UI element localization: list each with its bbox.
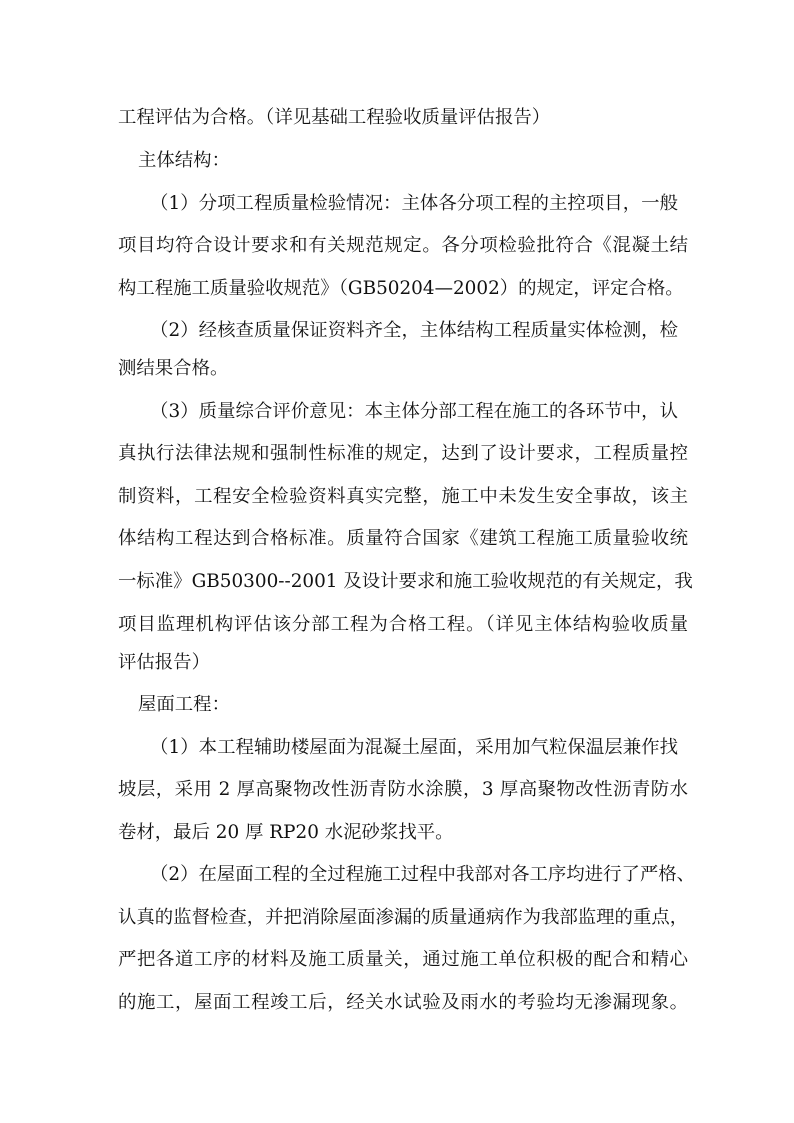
body-text-line: （1）分项工程质量检验情况：主体各分项工程的主控项目，一般 xyxy=(150,193,678,214)
body-text-line: （3）质量综合评价意见：本主体分部工程在施工的各环节中，认 xyxy=(150,401,678,422)
body-text-line: 严把各道工序的材料及施工质量关，通过施工单位积极的配合和精心 xyxy=(118,949,688,970)
body-text-line: 真执行法律法规和强制性标准的规定，达到了设计要求，工程质量控 xyxy=(118,443,688,464)
body-text-line: 测结果合格。 xyxy=(118,358,229,379)
body-text-line: 项目监理机构评估该分部工程为合格工程。（详见主体结构验收质量 xyxy=(118,614,688,635)
body-text-line: 卷材，最后 20 厚 RP20 水泥砂浆找平。 xyxy=(118,822,454,843)
body-text-line: （2）在屋面工程的全过程施工过程中我部对各工序均进行了严格、 xyxy=(150,864,696,885)
body-text-line: 制资料，工程安全检验资料真实完整，施工中未发生安全事故，该主 xyxy=(118,486,688,507)
body-text-line: 的施工，屋面工程竣工后，经关水试验及雨水的考验均无渗漏现象。 xyxy=(118,992,688,1013)
body-text-line: 体结构工程达到合格标准。质量符合国家《建筑工程施工质量验收统 xyxy=(118,528,688,549)
body-text-line: 工程评估为合格。（详见基础工程验收质量评估报告） xyxy=(118,107,551,128)
body-text-line: 一标准》GB50300--2001 及设计要求和施工验收规范的有关规定，我 xyxy=(118,571,693,592)
body-text-line: （2）经核查质量保证资料齐全，主体结构工程质量实体检测，检 xyxy=(150,320,678,341)
body-text-line: 评估报告） xyxy=(118,652,210,673)
section-heading-roof-works: 屋面工程： xyxy=(138,694,230,715)
section-heading-main-structure: 主体结构： xyxy=(138,150,230,171)
body-text-line: 认真的监督检查，并把消除屋面渗漏的质量通病作为我部监理的重点， xyxy=(118,907,689,928)
body-text-line: 坡层，采用 2 厚高聚物改性沥青防水涂膜，3 厚高聚物改性沥青防水 xyxy=(118,779,688,800)
body-text-line: （1）本工程辅助楼屋面为混凝土屋面，采用加气粒保温层兼作找 xyxy=(150,737,678,758)
body-text-line: 构工程施工质量验收规范》（GB50204—2002）的规定，评定合格。 xyxy=(118,278,684,299)
body-text-line: 项目均符合设计要求和有关规范规定。各分项检验批符合《混凝土结 xyxy=(118,235,688,256)
